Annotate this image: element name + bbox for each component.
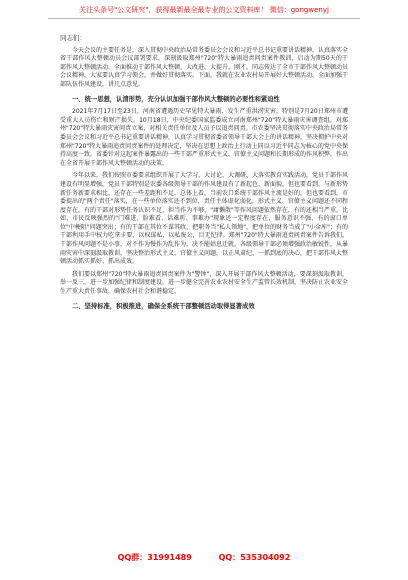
footer-qq-group: QQ群：31991489 bbox=[117, 553, 192, 562]
section-heading-1: 一、统一思想，认清形势，充分认识加强干部作风大整顿的必要性和紧迫性 bbox=[72, 95, 280, 103]
paragraph-3: 我们要以郑州"720"特大暴雨追责问责案件为"警钟"，深入开展干部作风大整顿活动，要深刻汲取教训，举一反三，进一步加强纪律和制度建设，进一步健全完善农业农村安全生产监管长效机制，坚决防止农业安全生产重大责任事故，确保农村社会和谐稳定。 bbox=[60, 270, 349, 296]
footer-contact bbox=[0, 552, 408, 563]
paragraph-2: 今年以来，我们按照市委要求组织开展了大学习、大讨论、大调研、大落实教育实践活动，党员干部作风建设有明显增强，党员干部特别是农委各级领导干部的作风建设有了新起色、新面貌，但也要看到，与新形势新任务新要求相比，还存在一些差距和不足。总体上看，当前农口系统干部作风主流是好的，但也要看到，市委提出的"两个责任"落实，在一些单位落实还不到位，责任主体虚化弱化，形式主义、官僚主义问题还不同程度存在，有的干部对形势任务认识不足，担当作为不够，"庸懒散"等作风问题依然存在，有的还相当严重。比如，市民反映强烈的"门难进、脸难看、话难听、事难办"现象还一定程度存在，服务意识不强，有的窗口单位"中梗阻"问题突出；有的干部在其位不谋其政，把职务当"私人领地"，把单位的财务当成了"小金库"；有的干部利用手中权力吃拿卡要，以权谋私，以私废公，目无纪律。郑州"720"特大暴雨追责问责案件告诉我们，干部作风问题不是小事，对不作为慢作为乱作为，决不能姑息迁就。各级领导干部必须增强政治敏锐性，从暴雨灾害中深刻汲取教训，坚决整治形式主义、官僚主义问题，以正风肃纪、一抓到底的决心，把干部作风大整顿活动抓实抓好、抓出成效。 bbox=[60, 172, 349, 266]
header-divider bbox=[48, 18, 360, 19]
paragraph-1: 2021年7月17日至23日，河南省遭遇历史罕见特大暴雨，发生严重洪涝灾害，特别是7月20日郑州市遭受重大人员伤亡和财产损失。10月18日，中央纪委国家监委成立河南郑州"720"特大暴雨灾害调查组，对郑州"720"特大暴雨灾害问责立案，对相关责任单位及人员予以追责问责。市农委坚决贯彻落实中央政治局常务委员会会议和习近平总书记重要讲话精神，认真学习贯彻省委省领导干部大会上的讲话精神，坚决拥护中央对郑州"720"特大暴雨追责问责案件的处理决定，坚决在思想上政治上行动上同以习近平同志为核心的党中央保持高度一致。省委针对这起案件暴露出的一些干部严重形式主义、官僚主义问题和长期形成的作风积弊，作出在全省开展干部作风大整顿活动的决策。 bbox=[60, 108, 349, 167]
footer-qq: QQ：535304092 bbox=[218, 553, 291, 562]
promo-banner[interactable]: 关注头条号"公文研究"，获得最新最全最专业的公文资料库！ 微信：gongwenyj bbox=[79, 6, 329, 14]
section-heading-2: 二、坚持标准，积极推进，确保全系统干部整顿活动取得显著成效 bbox=[72, 302, 255, 310]
document-body bbox=[60, 24, 348, 315]
greeting: 同志们： bbox=[60, 34, 86, 42]
intro-paragraph: 今天会议的主要任务是，深入贯彻中央政治局常务委员会会议和习近平总书记重要讲话精神，认真落实全省干部作风大整顿动员会议部署要求，深刻汲取郑州"720"特大暴雨追责问责案件教训，启动为期50天的干部作风大整顿活动，全面推动干部作风大整顿、大改进、大提升。刚才，同志传达了全市干部作风大整顿动员会议精神，大家要认真学习领会，并做好贯彻落实。下面，我就在农业农村局开展好大整顿活动，全面加强干部队伍作风建设，讲几点意见。 bbox=[60, 46, 349, 88]
